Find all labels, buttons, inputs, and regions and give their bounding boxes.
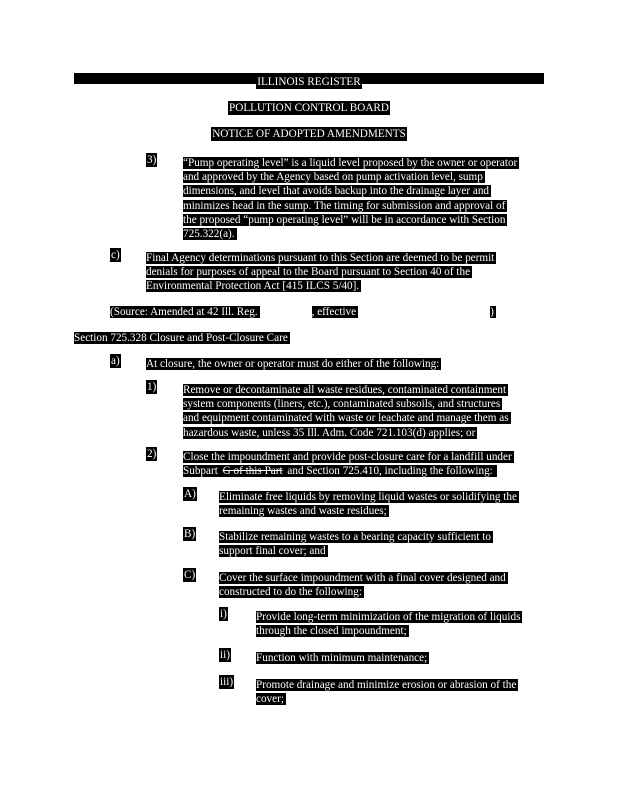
source-part-3: )	[490, 306, 494, 318]
item-C-text: Cover the surface impoundment with a final cover designed and constructed to do the following:	[219, 572, 506, 599]
register-title: ILLINOIS REGISTER	[257, 76, 361, 88]
item-3-label: 3)	[147, 154, 157, 166]
item-3-text: “Pump operating level” is a liquid level proposed by the owner or operator and approved by the Agency based on pump activation level, sump dimensions, and level that avoids backup into the drainage layer and minimizes head in the sump. The timing for submission and approval of the proposed “pump operating level” will be in accordance with Section 725.322(a).	[183, 157, 518, 240]
item-i-label: i)	[220, 608, 227, 620]
item-2-text: Close the impoundment and provide post-closure care for a landfill under Subpart G of this Part and Section 725.410, including the following:	[183, 451, 512, 478]
source-part-2: , effective	[311, 306, 357, 318]
item-2-label: 2)	[147, 448, 157, 460]
item-1-label: 1)	[147, 381, 157, 393]
item-B-label: B)	[184, 528, 196, 540]
item-A-label: A)	[184, 488, 196, 500]
item-1-text: Remove or decontaminate all waste residues, contaminated containment system components (liners, etc.), contaminated subsoils, and structures and equipment contaminated with waste or leachate and manage them as hazardous waste, unless 35 Ill. Adm. Code 721.103(d) applies; or	[183, 384, 509, 439]
board-title: POLLUTION CONTROL BOARD	[229, 102, 389, 114]
item-C-label: C)	[184, 569, 196, 581]
item-A-text: Eliminate free liquids by removing liquid wastes or solidifying the remaining wastes and waste residues;	[219, 491, 517, 518]
struck-text: G of this Part	[222, 465, 283, 478]
item-a-text: At closure, the owner or operator must do either of the following:	[146, 358, 440, 370]
notice-title-row	[0, 124, 618, 142]
notice-title: NOTICE OF ADOPTED AMENDMENTS	[212, 128, 406, 140]
item-c-label: c)	[111, 249, 120, 261]
source-note	[110, 302, 496, 316]
item-ii-label: ii)	[220, 649, 230, 661]
item-a-label: a)	[111, 355, 120, 367]
item-c-text: Final Agency determinations pursuant to this Section are deemed to be permit denials for purposes of appeal to the Board pursuant to Section 40 of the Environmental Protection Act [415 ILCS 5/40].	[146, 252, 495, 293]
item-iii-text: Promote drainage and minimize erosion or abrasion of the cover;	[256, 679, 517, 706]
section-heading: Section 725.328 Closure and Post-Closure Care	[74, 332, 288, 344]
board-title-row	[0, 98, 618, 116]
item-i-text: Provide long-term minimization of the migration of liquids through the closed impoundment;	[256, 611, 521, 638]
item-iii-label: iii)	[220, 676, 234, 688]
source-part-1: (Source: Amended at 42 Ill. Reg.	[110, 306, 258, 318]
register-title-row	[0, 72, 618, 90]
item-ii-text: Function with minimum maintenance;	[256, 652, 428, 664]
item-B-text: Stabilize remaining wastes to a bearing capacity sufficient to support final cover; and	[219, 531, 491, 558]
